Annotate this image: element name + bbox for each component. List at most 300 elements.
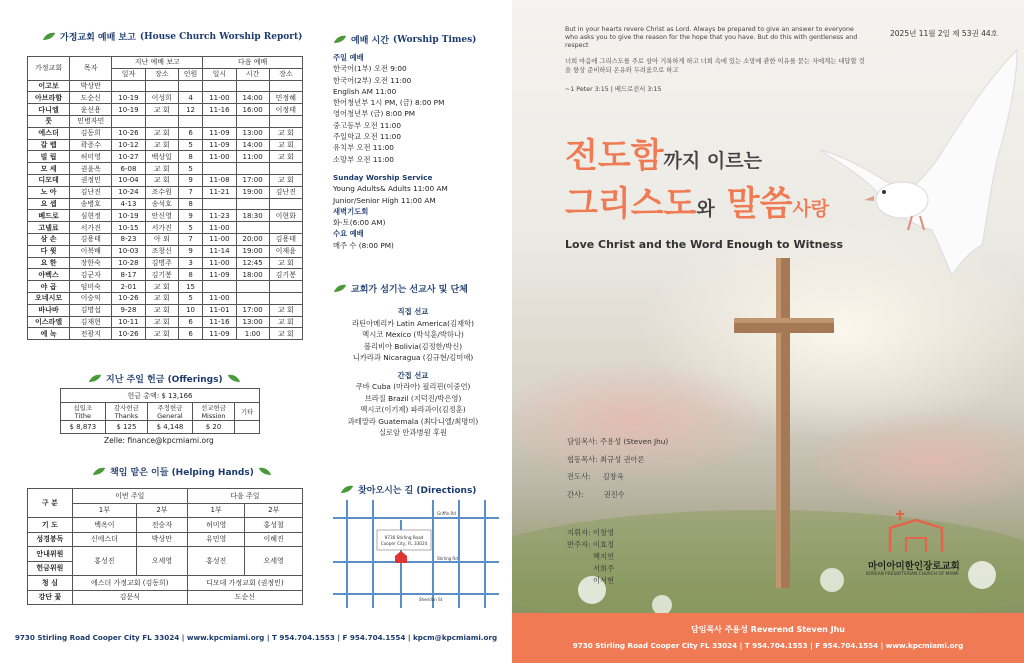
- dawn-heading: 새벽기도회: [333, 206, 369, 216]
- missions-title: [333, 282, 468, 295]
- map-label-stirling: Stirling Rd: [437, 556, 458, 561]
- table-cell: 교 회: [145, 104, 178, 116]
- table-cell: 교 회: [269, 174, 302, 186]
- table-cell: [203, 163, 236, 175]
- table-cell: 5: [178, 163, 202, 175]
- table-cell: [236, 115, 269, 127]
- table-cell: 15: [178, 281, 202, 293]
- direct-mission-item: 볼리비아 Bolivia(김정한/박신): [363, 341, 463, 351]
- table-cell: [269, 222, 302, 234]
- sunday-worship-item: 한국어(2부) 오전 11:00: [333, 75, 412, 85]
- house-church-name: 다니엘: [28, 104, 70, 116]
- staff-row: [567, 468, 668, 486]
- table-cell: 3: [178, 257, 202, 269]
- zelle-info: Zelle: finance@kpcmiami.org: [104, 436, 214, 445]
- indirect-mission-item: 멕시코(이기제) 파라과이(김정훈): [360, 405, 466, 414]
- cover-title-word: 말씀: [726, 184, 793, 224]
- table-cell: 11-16: [203, 104, 236, 116]
- cover-title-love: 사랑: [792, 198, 830, 220]
- leaf-icon: [333, 284, 347, 293]
- offering-header-ko: 주정헌금: [157, 403, 183, 412]
- table-cell: 11-21: [203, 186, 236, 198]
- table-row: [28, 257, 303, 269]
- table-cell: 5: [178, 139, 202, 151]
- table-cell: 김용태: [269, 233, 302, 245]
- offering-header: [61, 403, 106, 421]
- table-cell: 교 회: [145, 281, 178, 293]
- table-row: [28, 328, 303, 340]
- staff-role: 전도사:: [567, 472, 591, 481]
- sunday-worship-item: 한국어(1부) 오전 9:00: [333, 64, 407, 74]
- row-offering: 헌금위원: [28, 561, 73, 576]
- table-cell: 서가진: [70, 222, 112, 234]
- table-cell: 4-13: [112, 198, 145, 210]
- worship-times-title: [333, 33, 476, 46]
- house-church-title-en: (House Church Worship Report): [139, 31, 303, 42]
- table-cell: 8-23: [112, 233, 145, 245]
- worship-times-title-en: (Worship Times): [392, 34, 477, 45]
- table-cell: 임미숙: [70, 281, 112, 293]
- table-cell: 이혜진: [245, 532, 303, 547]
- table-cell: 10-15: [112, 222, 145, 234]
- house-church-name: 모 세: [28, 163, 70, 175]
- table-cell: 교 회: [269, 328, 302, 340]
- table-cell: 11-09: [203, 139, 236, 151]
- house-church-name: 에스더: [28, 127, 70, 139]
- table-cell: 이성희: [145, 92, 178, 104]
- verse-reference: ~1 Peter 3:15 | 베드로전서 3:15: [565, 86, 662, 93]
- table-cell: 11-00: [203, 92, 236, 104]
- table-cell: 조수원: [145, 186, 178, 198]
- offering-header-en: Thanks: [114, 411, 139, 420]
- pastor-line: 담임목사 주용성 Reverend Steven Jhu: [691, 625, 845, 634]
- sub-date2: 일시: [203, 68, 236, 80]
- table-cell: 2-01: [112, 281, 145, 293]
- table-cell: 6: [178, 127, 202, 139]
- sunday-worship-item: 주일학교 오전 11:00: [333, 132, 401, 142]
- church-name-ko: 마이아미한인장로교회: [868, 561, 960, 572]
- table-cell: 9: [178, 245, 202, 257]
- table-row: [28, 304, 303, 316]
- table-row: [28, 163, 303, 175]
- table-cell: 백옥이: [72, 518, 136, 533]
- minister-item: 이서현: [593, 576, 615, 585]
- missions-list: [320, 306, 506, 439]
- table-cell: 11-16: [203, 316, 236, 328]
- map-label-sheridan: Sheridan St: [419, 597, 443, 602]
- col-division: 구 분: [28, 489, 73, 518]
- sunday-worship-item: 중고등부 오전 11:00: [333, 120, 401, 130]
- table-cell: 민병자민: [70, 115, 112, 127]
- table-cell: 장한숙: [70, 257, 112, 269]
- table-cell: 11:00: [236, 151, 269, 163]
- table-cell: 곽증수: [70, 139, 112, 151]
- staff-row: [567, 451, 668, 469]
- cover-title-and: 와: [696, 198, 715, 220]
- minister-item: 백지연: [593, 552, 615, 561]
- table-row: [28, 174, 303, 186]
- table-cell: 서가진: [145, 222, 178, 234]
- sunday-worship-item: 유치부 오전 11:00: [333, 143, 394, 153]
- house-church-table: [27, 56, 303, 340]
- col-p2: 2부: [137, 503, 188, 518]
- indirect-mission-item: 실로암 안과병원 후원: [378, 428, 448, 437]
- offering-value: $ 20: [192, 421, 234, 434]
- house-church-title: [42, 30, 302, 43]
- table-cell: 13:00: [236, 127, 269, 139]
- table-cell: 홍성진: [72, 547, 136, 576]
- offering-value: [235, 421, 260, 434]
- offerings-title-text: 지난 주일 헌금 (Offerings): [106, 375, 223, 385]
- row-flower: 강단 꽃: [28, 590, 73, 605]
- church-name-en: KOREAN PRESBYTERIAN CHURCH OF MIAMI: [866, 572, 959, 577]
- table-cell: 6: [178, 316, 202, 328]
- staff-name: 최규성 권아론: [599, 454, 645, 464]
- table-cell: 8: [178, 198, 202, 210]
- leaf-icon: [227, 374, 241, 383]
- table-cell: [236, 281, 269, 293]
- table-cell: 심현정: [70, 210, 112, 222]
- footer-left-contact: 9730 Stirling Road Cooper City FL 33024 | www.kpcmiami.org | T 954.704.1553 | F 954.704.1554 | kpcm@kpcmiami.org: [14, 633, 498, 642]
- house-church-name: 오네시모: [28, 292, 70, 304]
- minister-item: 반주자: 이효정: [567, 540, 615, 549]
- table-cell: 교 회: [269, 139, 302, 151]
- table-cell: 전승자: [137, 518, 188, 533]
- house-church-name: 빌 립: [28, 151, 70, 163]
- table-cell: 아 외: [145, 233, 178, 245]
- table-cell: 윤선용: [70, 104, 112, 116]
- table-row: [28, 292, 303, 304]
- house-church-name: 요 한: [28, 257, 70, 269]
- table-cell: 19:00: [236, 245, 269, 257]
- sunday-worship-item: 영어청년부 (금) 8:00 PM: [333, 109, 416, 119]
- row-clean: 청 심: [28, 576, 73, 591]
- table-cell: 김기봉: [269, 269, 302, 281]
- table-cell: 교 회: [269, 316, 302, 328]
- staff-name: 권진수: [603, 489, 625, 499]
- directions-map: [333, 500, 499, 608]
- direct-missions-list: [320, 318, 506, 364]
- table-cell: 20:00: [236, 233, 269, 245]
- sub-count: 인원: [178, 68, 202, 80]
- staff-role: 담임목사:: [567, 437, 600, 446]
- table-cell: 11-08: [203, 174, 236, 186]
- offering-header-ko: 선교헌금: [200, 403, 227, 412]
- table-row: [28, 115, 303, 127]
- table-cell: 5: [178, 292, 202, 304]
- leaf-icon: [340, 485, 354, 494]
- table-cell: 10-26: [112, 292, 145, 304]
- table-cell: [203, 198, 236, 210]
- indirect-missions-heading: 간접 선교: [397, 370, 429, 380]
- cover-subtitle: Love Christ and the Word Enough to Witness: [565, 238, 843, 251]
- offering-header-ko: 십일조: [73, 403, 93, 412]
- cover-title-small: 까지 이르는: [663, 150, 762, 172]
- staff-list: [567, 433, 668, 503]
- table-cell: 교 회: [269, 127, 302, 139]
- offerings-total: 헌금 총액: $ 13,166: [61, 389, 260, 403]
- table-cell: 김동희: [70, 127, 112, 139]
- sunday-worship-item: 소망부 오전 11:00: [333, 154, 394, 164]
- offerings-table: [60, 388, 260, 434]
- table-cell: [178, 115, 202, 127]
- table-row: [28, 80, 303, 92]
- direct-mission-item: 멕시코 Mexico (박석훈/박하나): [362, 330, 464, 339]
- offering-header-ko: 기타: [240, 407, 254, 416]
- table-cell: 김명주: [145, 257, 178, 269]
- table-cell: 교 회: [269, 257, 302, 269]
- row-prayer: 기 도: [28, 518, 73, 533]
- sub-date: 일자: [112, 68, 145, 80]
- table-row: [28, 245, 303, 257]
- house-church-name: 디모데: [28, 174, 70, 186]
- table-cell: 허미영: [187, 518, 245, 533]
- house-church-name: 삼 손: [28, 233, 70, 245]
- table-row: [28, 186, 303, 198]
- row-scripture: 성경봉독: [28, 532, 73, 547]
- table-cell: 이북배: [70, 245, 112, 257]
- house-church-name: 야 곱: [28, 281, 70, 293]
- table-cell: 10-26: [112, 127, 145, 139]
- table-row: [28, 233, 303, 245]
- table-cell: 10-11: [112, 316, 145, 328]
- cover-footer: [512, 613, 1024, 663]
- table-cell: 전광지: [70, 328, 112, 340]
- table-cell: 4: [178, 92, 202, 104]
- table-cell: 11-00: [203, 257, 236, 269]
- table-cell: 홍성철: [245, 518, 303, 533]
- staff-name: 주용성 (Steven Jhu): [599, 437, 669, 446]
- clean-next-week: 디모데 가정교회 (권정민): [187, 576, 302, 591]
- house-church-name: 이고보: [28, 80, 70, 92]
- table-cell: 10-24: [112, 186, 145, 198]
- table-cell: [269, 198, 302, 210]
- table-cell: [236, 292, 269, 304]
- table-cell: 10-19: [112, 210, 145, 222]
- house-church-name: 룻: [28, 115, 70, 127]
- table-row: [28, 198, 303, 210]
- table-cell: 오세영: [245, 547, 303, 576]
- table-cell: 백상일: [145, 151, 178, 163]
- house-church-name: 갈 렙: [28, 139, 70, 151]
- leaf-icon: [258, 467, 272, 476]
- table-cell: 교 회: [145, 174, 178, 186]
- table-cell: 이정태: [269, 104, 302, 116]
- table-row: [28, 127, 303, 139]
- table-cell: 1:00: [236, 328, 269, 340]
- offerings-title: [88, 372, 241, 385]
- table-cell: 8: [178, 269, 202, 281]
- table-cell: 교 회: [145, 328, 178, 340]
- table-row: [28, 139, 303, 151]
- table-row: [28, 269, 303, 281]
- bulletin-cover: [512, 0, 1024, 663]
- table-cell: 김용태: [70, 233, 112, 245]
- table-cell: 김기봉: [145, 269, 178, 281]
- offering-header-en: General: [157, 411, 183, 420]
- col-next-week: 다음 주일: [187, 489, 302, 504]
- table-cell: 13:00: [236, 316, 269, 328]
- minister-item: 서희주: [593, 564, 615, 573]
- helping-title: [92, 465, 272, 478]
- table-cell: 교 회: [145, 316, 178, 328]
- table-cell: 9: [178, 210, 202, 222]
- table-cell: 10-26: [112, 328, 145, 340]
- worship-times-title-ko: 예배 시간: [351, 36, 389, 46]
- direct-mission-item: 니카라과 Nicaragua (김규현/김미애): [352, 353, 474, 362]
- map-label-griffin: Griffin Rd: [437, 511, 456, 516]
- wed-time: 매주 수 (8:00 PM): [333, 240, 394, 250]
- table-cell: 11-01: [203, 304, 236, 316]
- indirect-mission-item: 쿠바 Cuba (마라아) 필리핀(이중언): [355, 382, 471, 391]
- table-row: [28, 151, 303, 163]
- col-this-week: 이번 주일: [72, 489, 187, 504]
- table-cell: [145, 80, 178, 92]
- house-church-name: 바나바: [28, 304, 70, 316]
- table-cell: 14:00: [236, 139, 269, 151]
- table-cell: [112, 115, 145, 127]
- table-cell: 김재현: [70, 316, 112, 328]
- col-p1: 1부: [72, 503, 136, 518]
- table-cell: 17:00: [236, 304, 269, 316]
- leaf-icon: [88, 374, 102, 383]
- table-cell: 11-00: [203, 222, 236, 234]
- table-cell: [236, 222, 269, 234]
- ministers-list: [567, 527, 614, 587]
- table-cell: 김군자: [70, 269, 112, 281]
- table-cell: [203, 115, 236, 127]
- table-cell: 송병호: [70, 198, 112, 210]
- table-cell: 12:45: [236, 257, 269, 269]
- table-cell: 6-08: [112, 163, 145, 175]
- table-cell: 박상만: [70, 80, 112, 92]
- sws-heading: Sunday Worship Service: [333, 172, 433, 182]
- flower-next-week: 도순신: [187, 590, 302, 605]
- table-cell: 8-17: [112, 269, 145, 281]
- offering-value: $ 4,148: [148, 421, 193, 434]
- house-church-name: 아브라함: [28, 92, 70, 104]
- indirect-missions-list: [320, 381, 506, 439]
- offering-value: $ 8,873: [61, 421, 106, 434]
- cover-title-big: 전도함: [565, 136, 664, 176]
- table-cell: [145, 115, 178, 127]
- table-cell: 신에스더: [72, 532, 136, 547]
- table-cell: 10-03: [112, 245, 145, 257]
- cover-title-line1: [565, 128, 762, 177]
- table-cell: 김난진: [70, 186, 112, 198]
- flower-this-week: 김문식: [72, 590, 187, 605]
- table-cell: 11-09: [203, 127, 236, 139]
- table-cell: 10-19: [112, 92, 145, 104]
- staff-role: 간사:: [567, 489, 584, 499]
- sws-item: Young Adults& Adults 11:00 AM: [333, 184, 448, 194]
- offering-value: $ 125: [105, 421, 147, 434]
- helping-title-text: 책임 맡은 이들 (Helping Hands): [110, 468, 254, 478]
- table-cell: [203, 80, 236, 92]
- table-cell: 5: [178, 222, 202, 234]
- table-cell: 김난진: [269, 186, 302, 198]
- table-cell: 이승익: [70, 292, 112, 304]
- minister-item: 지휘자: 이창영: [567, 528, 615, 537]
- table-cell: 10-27: [112, 151, 145, 163]
- table-cell: 16:00: [236, 104, 269, 116]
- house-church-name: 다 윗: [28, 245, 70, 257]
- table-cell: 도순신: [70, 92, 112, 104]
- offering-header-en: Tithe: [74, 411, 91, 420]
- table-cell: 박상만: [137, 532, 188, 547]
- table-cell: 10-04: [112, 174, 145, 186]
- table-cell: [178, 80, 202, 92]
- table-row: [28, 222, 303, 234]
- table-cell: [112, 80, 145, 92]
- indirect-mission-item: 과테말라 Guatemala (최다니엘/최명미): [347, 416, 479, 426]
- table-cell: [236, 163, 269, 175]
- sub-place: 장소: [145, 68, 178, 80]
- table-cell: 19:00: [236, 186, 269, 198]
- cover-title-line2: [565, 176, 829, 225]
- table-cell: [236, 80, 269, 92]
- house-church-title-ko: 가정교회 예배 보고: [60, 33, 136, 43]
- leaf-icon: [333, 35, 347, 44]
- table-cell: 11-14: [203, 245, 236, 257]
- table-cell: 10-19: [112, 104, 145, 116]
- table-cell: 교 회: [145, 163, 178, 175]
- table-cell: 10: [178, 304, 202, 316]
- table-cell: 11-00: [203, 292, 236, 304]
- staff-role: 협동목사:: [567, 454, 600, 464]
- house-church-name: 베드로: [28, 210, 70, 222]
- house-church-name: 에 녹: [28, 328, 70, 340]
- table-row: [28, 104, 303, 116]
- missions-title-text: 교회가 섬기는 선교사 및 단체: [351, 285, 468, 295]
- bulletin-date: 2025년 11월 2일 제 53권 44호: [890, 29, 998, 38]
- table-cell: 6: [178, 328, 202, 340]
- sunday-worship-list: [333, 63, 503, 165]
- table-row: [28, 92, 303, 104]
- table-row: [28, 210, 303, 222]
- helping-table: [27, 488, 303, 605]
- table-cell: 이재윤: [269, 245, 302, 257]
- sunday-worship-heading: 주일 예배: [333, 53, 364, 62]
- table-cell: 권윤옥: [70, 163, 112, 175]
- worship-times-list: [333, 52, 503, 251]
- house-church-name: 고넬료: [28, 222, 70, 234]
- col-p2: 2부: [245, 503, 303, 518]
- table-cell: 조창신: [145, 245, 178, 257]
- house-church-name: 노 아: [28, 186, 70, 198]
- sub-place2: 장소: [269, 68, 302, 80]
- col-next-worship: 다음 예배: [203, 57, 303, 69]
- table-cell: 11-23: [203, 210, 236, 222]
- table-cell: 18:30: [236, 210, 269, 222]
- dawn-time: 화-토(6:00 AM): [333, 218, 386, 228]
- table-cell: 교 회: [145, 292, 178, 304]
- table-cell: 14:00: [236, 92, 269, 104]
- church-logo-icon: [886, 506, 946, 556]
- table-cell: 8: [178, 151, 202, 163]
- table-cell: 11-09: [203, 269, 236, 281]
- table-cell: 9: [178, 174, 202, 186]
- table-cell: 김명섭: [70, 304, 112, 316]
- directions-title: [340, 483, 476, 496]
- sub-time: 시간: [236, 68, 269, 80]
- leaf-icon: [92, 467, 106, 476]
- table-cell: 18:00: [236, 269, 269, 281]
- table-cell: 민정혜: [269, 92, 302, 104]
- table-cell: 7: [178, 186, 202, 198]
- house-church-name: 이스라엘: [28, 316, 70, 328]
- sunday-worship-item: 한어청년부 1시 PM, (금) 8:00 PM: [333, 98, 445, 108]
